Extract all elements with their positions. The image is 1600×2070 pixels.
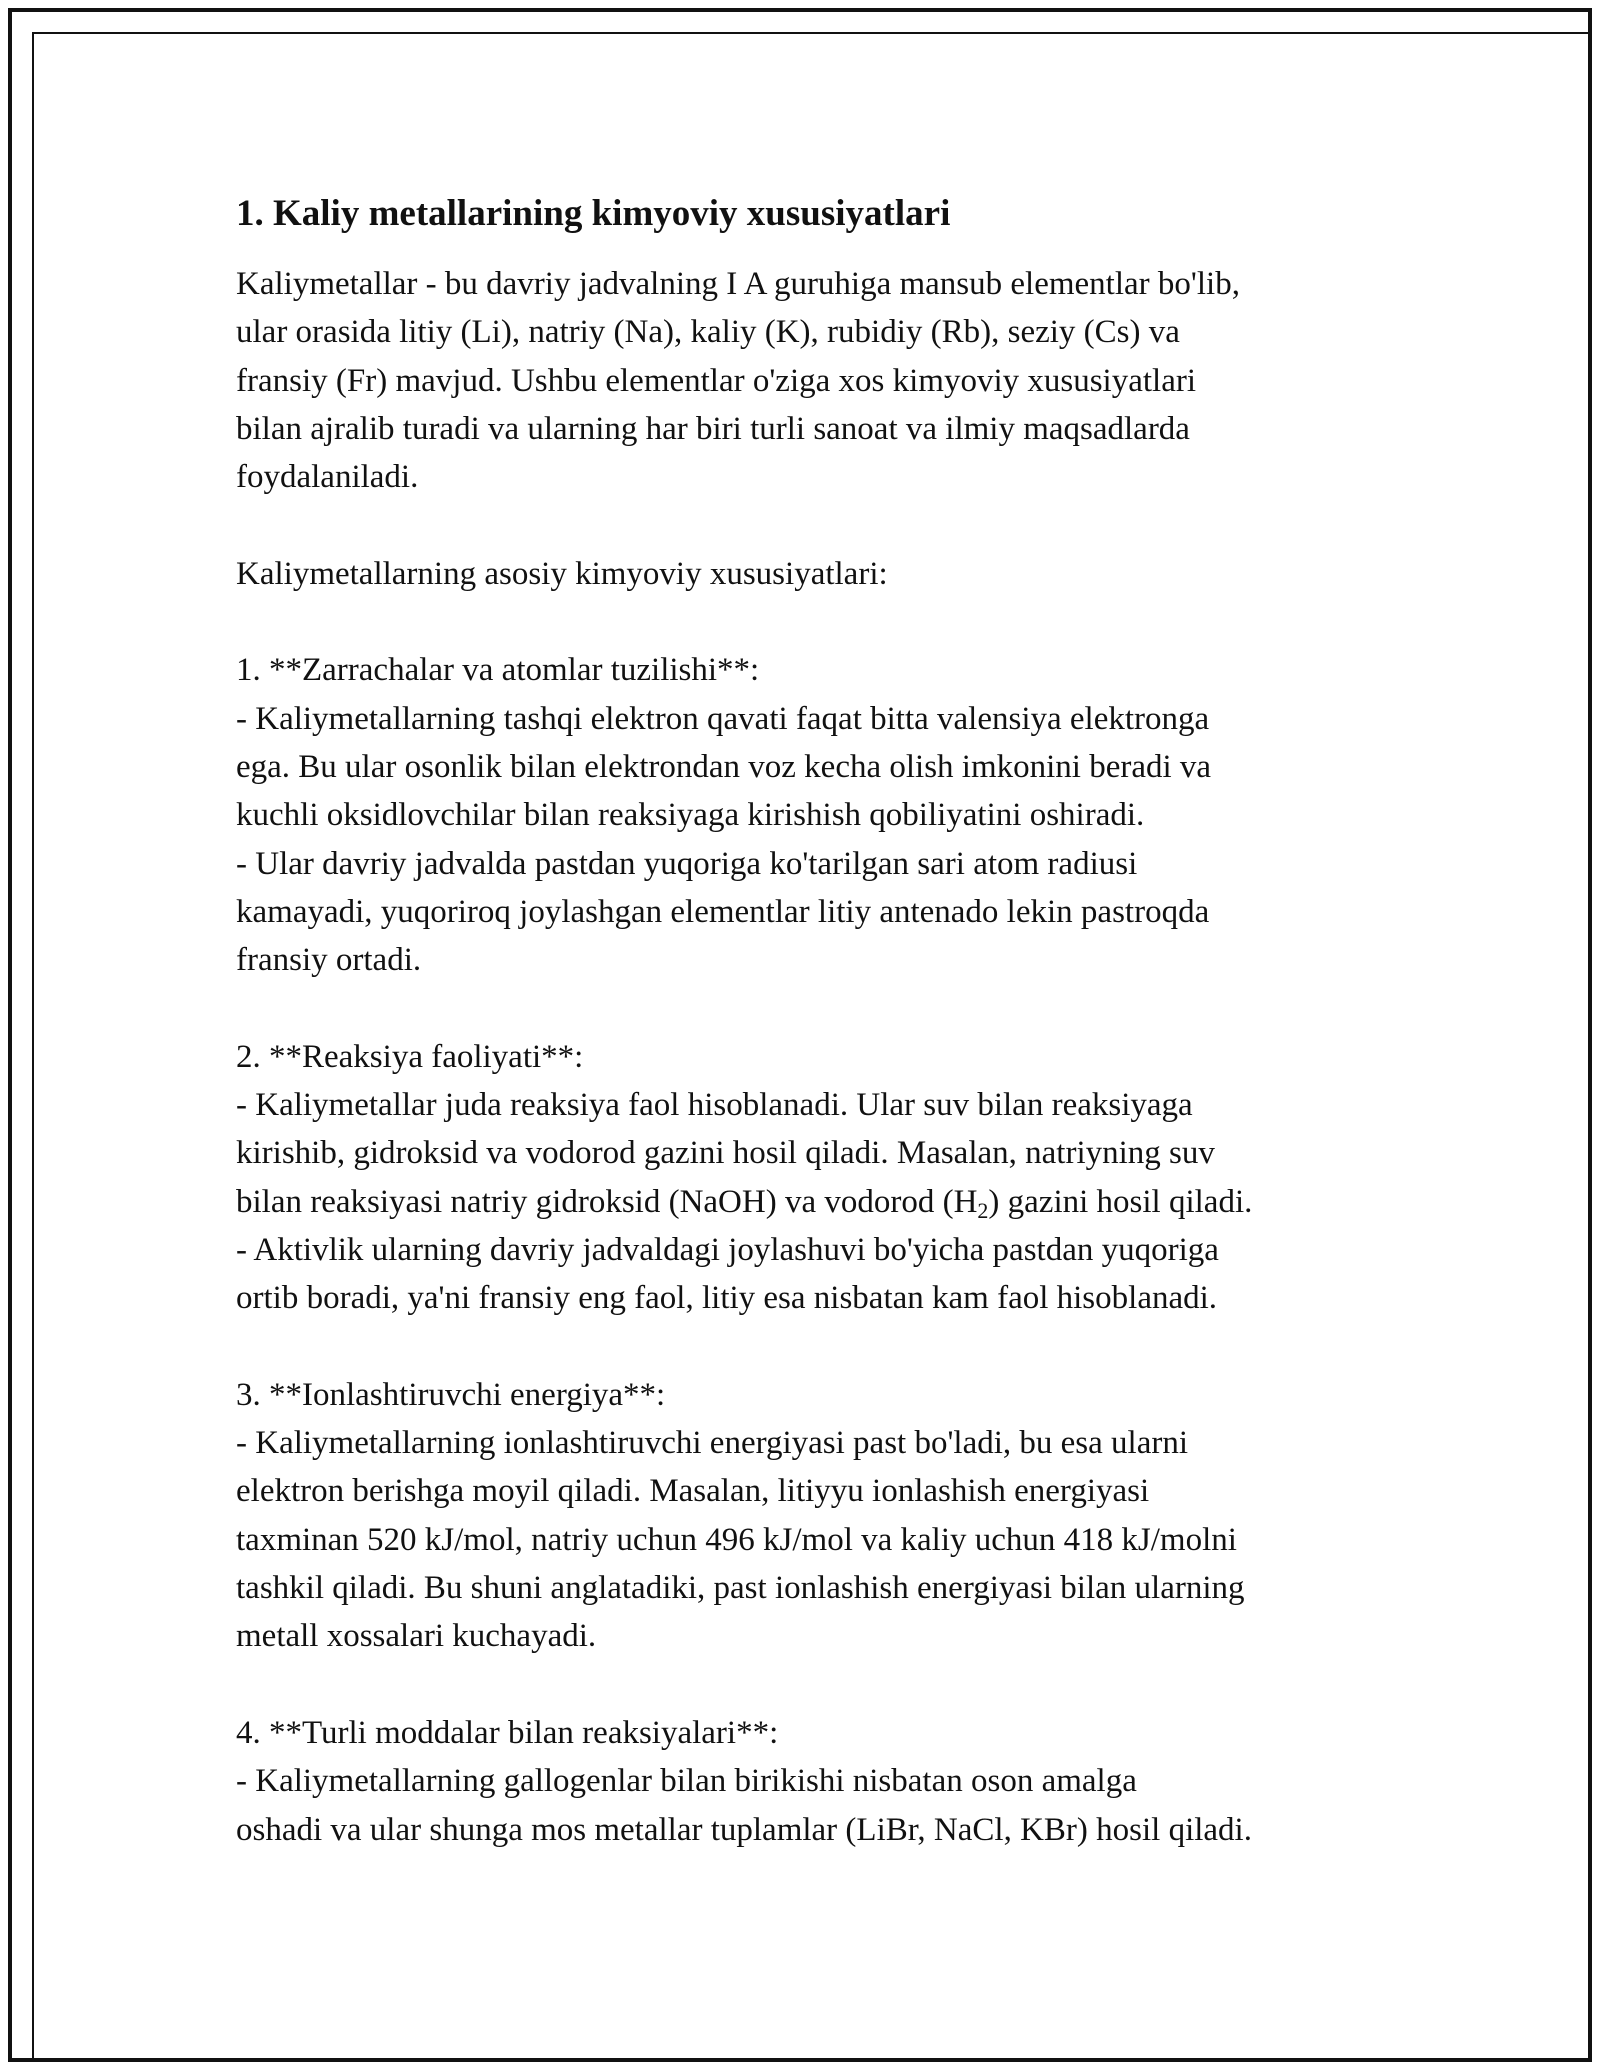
document-title: 1. Kaliy metallarining kimyoviy xususiyatlari — [236, 193, 951, 234]
document-body — [236, 188, 1386, 1854]
section-3-heading: 3. **Ionlashtiruvchi energiya**: — [236, 1376, 666, 1413]
section-2-text-a: - Kaliymetallar juda reaksiya faol hisoblanadi. Ular suv bilan reaksiyaga kirishib, gidroksid va vodorod gazini hosil qiladi. Masalan, natriyning suv bilan reaksiyasi natriy gidroksid (NaOH) va vodorod (H — [236, 1087, 1215, 1220]
subheading: Kaliymetallarning asosiy kimyoviy xususiyatlari: — [236, 555, 888, 592]
section-2-text-b: ) gazini hosil qiladi. - Aktivlik ularning davriy jadvaldagi joylashuvi bo'yicha pastdan yuqoriga ortib boradi, ya'ni fransiy eng faol, litiy esa nisbatan kam faol hisoblanadi. — [236, 1183, 1253, 1317]
h2-subscript: 2 — [977, 1197, 989, 1223]
intro-paragraph: Kaliymetallar - bu davriy jadvalning I A guruhiga mansub elementlar bo'lib, ular orasida litiy (Li), natriy (Na), kaliy (K), rubidiy (Rb), seziy (Cs) va fransiy (Fr) mavjud. Ushbu elementlar o'ziga xos kimyoviy xususiyatlari bilan ajralib turadi va ularning har biri turli sanoat va ilmiy maqsadlarda foydalaniladi. — [236, 266, 1240, 496]
section-1-body: - Kaliymetallarning tashqi elektron qavati faqat bitta valensiya elektronga ega. Bu ular osonlik bilan elektrondan voz kecha olish imkonini beradi va kuchli oksidlovchilar bilan reaksiyaga kirishish qobiliyatini oshiradi. - Ular davriy jadvalda pastdan yuqoriga ko'tarilgan sari atom radiusi kamayadi, yuqoriroq joylashgan elementlar litiy antenado lekin pastroqda fransiy ortadi. — [236, 700, 1212, 979]
section-2-body — [236, 1081, 1386, 1322]
section-4-heading: 4. **Turli moddalar bilan reaksiyalari**: — [236, 1714, 779, 1751]
section-3-body: - Kaliymetallarning ionlashtiruvchi energiyasi past bo'ladi, bu esa ularni elektron berishga moyil qiladi. Masalan, litiyyu ionlashish energiyasi taxminan 520 kJ/mol, natriy uchun 496 kJ/mol va kaliy uchun 418 kJ/molni tashkil qiladi. Bu shuni anglatadiki, past ionlashish energiyasi bilan ularning metall xossalari kuchayadi. — [236, 1425, 1245, 1655]
section-2-heading: 2. **Reaksiya faoliyati**: — [236, 1038, 584, 1075]
section-1-heading: 1. **Zarrachalar va atomlar tuzilishi**: — [236, 652, 760, 689]
section-4-body: - Kaliymetallarning gallogenlar bilan birikishi nisbatan oson amalga oshadi va ular shunga mos metallar tuplamlar (LiBr, NaCl, KBr) hosil qiladi. — [236, 1763, 1252, 1848]
